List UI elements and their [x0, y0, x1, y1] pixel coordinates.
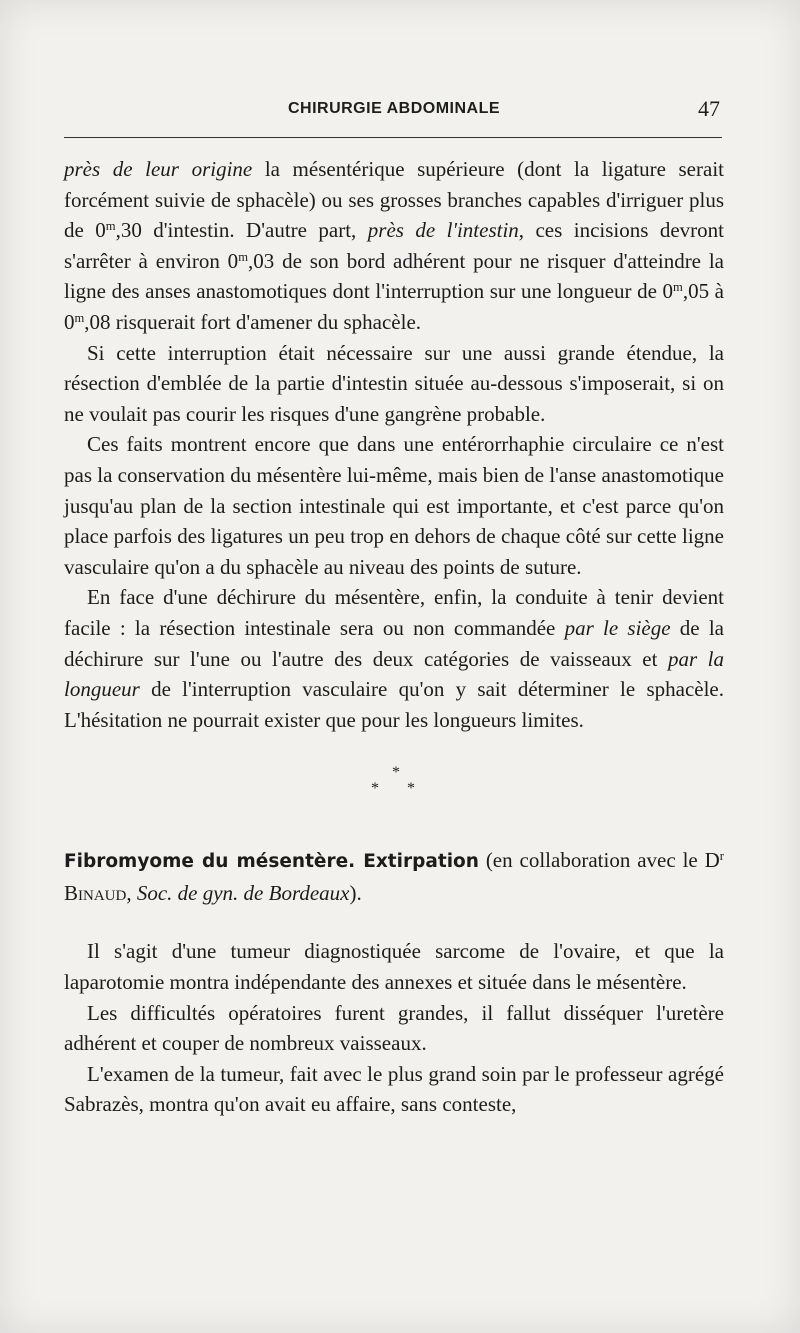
- running-head: CHIRURGIE ABDOMINALE: [287, 100, 501, 117]
- page-header: [64, 96, 724, 126]
- header-rule: [64, 137, 722, 138]
- star-top: *: [392, 764, 400, 782]
- body-text: [64, 154, 724, 1120]
- paragraph-3: Ces faits montrent encore que dans une entérorrhaphie circulaire ce n'est pas la conservation du mésentère lui-même, mais bien de l'anse anastomotique jusqu'au plan de la section intestinale qui est importante, et c'est parce qu'on place parfois des ligatures un peu trop en dehors de chaque côté sur cette ligne vasculaire qu'on a du sphacèle au niveau des points de suture.: [64, 432, 724, 579]
- star-right: *: [407, 780, 415, 798]
- paragraph-4: En face d'une déchirure du mésentère, enfin, la conduite à tenir devient facile : la résection intestinale sera ou non commandée par le siège de la déchirure sur l'une ou l'autre des deux catégories de vaisseaux et par la longueur de l'interruption vasculaire qu'on y sait déterminer le sphacèle. L'hésitation ne pourrait exister que pour les longueurs limites.: [64, 585, 724, 732]
- section-separator: [64, 735, 724, 805]
- paragraph-1: près de leur origine la mésentérique supérieure (dont la ligature serait forcément suivie de sphacèle) ou ses grosses branches capables d'irriguer plus de 0$^m$,30 d'intestin. D'autre part, près de l'intestin, ces incisions devront s'arrêter à environ 0$^m$,03 de son bord adhérent pour ne risquer d'atteindre la ligne des anses anastomotiques dont l'interruption sur une longueur de 0$^m$,05 à 0$^m$,08 risquerait fort d'amener du sphacèle.: [64, 157, 725, 334]
- paragraph-5: Il s'agit d'une tumeur diagnostiquée sarcome de l'ovaire, et que la laparotomie montra indépendante des annexes et située dans le mésentère.: [64, 939, 724, 995]
- star-left: *: [371, 780, 379, 798]
- page-number: 47: [698, 96, 720, 121]
- paragraph-6: Les difficultés opératoires furent grandes, il fallut disséquer l'uretère adhérent et couper de nombreux vaisseaux.: [64, 1000, 724, 1056]
- paragraph-2: Si cette interruption était nécessaire sur une aussi grande étendue, la résection d'emblée de la partie d'intestin située au-dessous s'imposerait, si on ne voulait pas courir les risques d'une gangrène probable.: [64, 340, 724, 426]
- paragraph-7: L'examen de la tumeur, fait avec le plus grand soin par le professeur agrégé Sabrazès, montra qu'on avait eu affaire, sans conteste,: [64, 1061, 724, 1117]
- section-title: Fibromyome du mésentère. Extirpation: [64, 851, 479, 873]
- section-heading: Fibromyome du mésentère. Extirpation (en collaboration avec le $D^r$ Binaud, Soc. de gyn. de Bordeaux).: [64, 848, 724, 905]
